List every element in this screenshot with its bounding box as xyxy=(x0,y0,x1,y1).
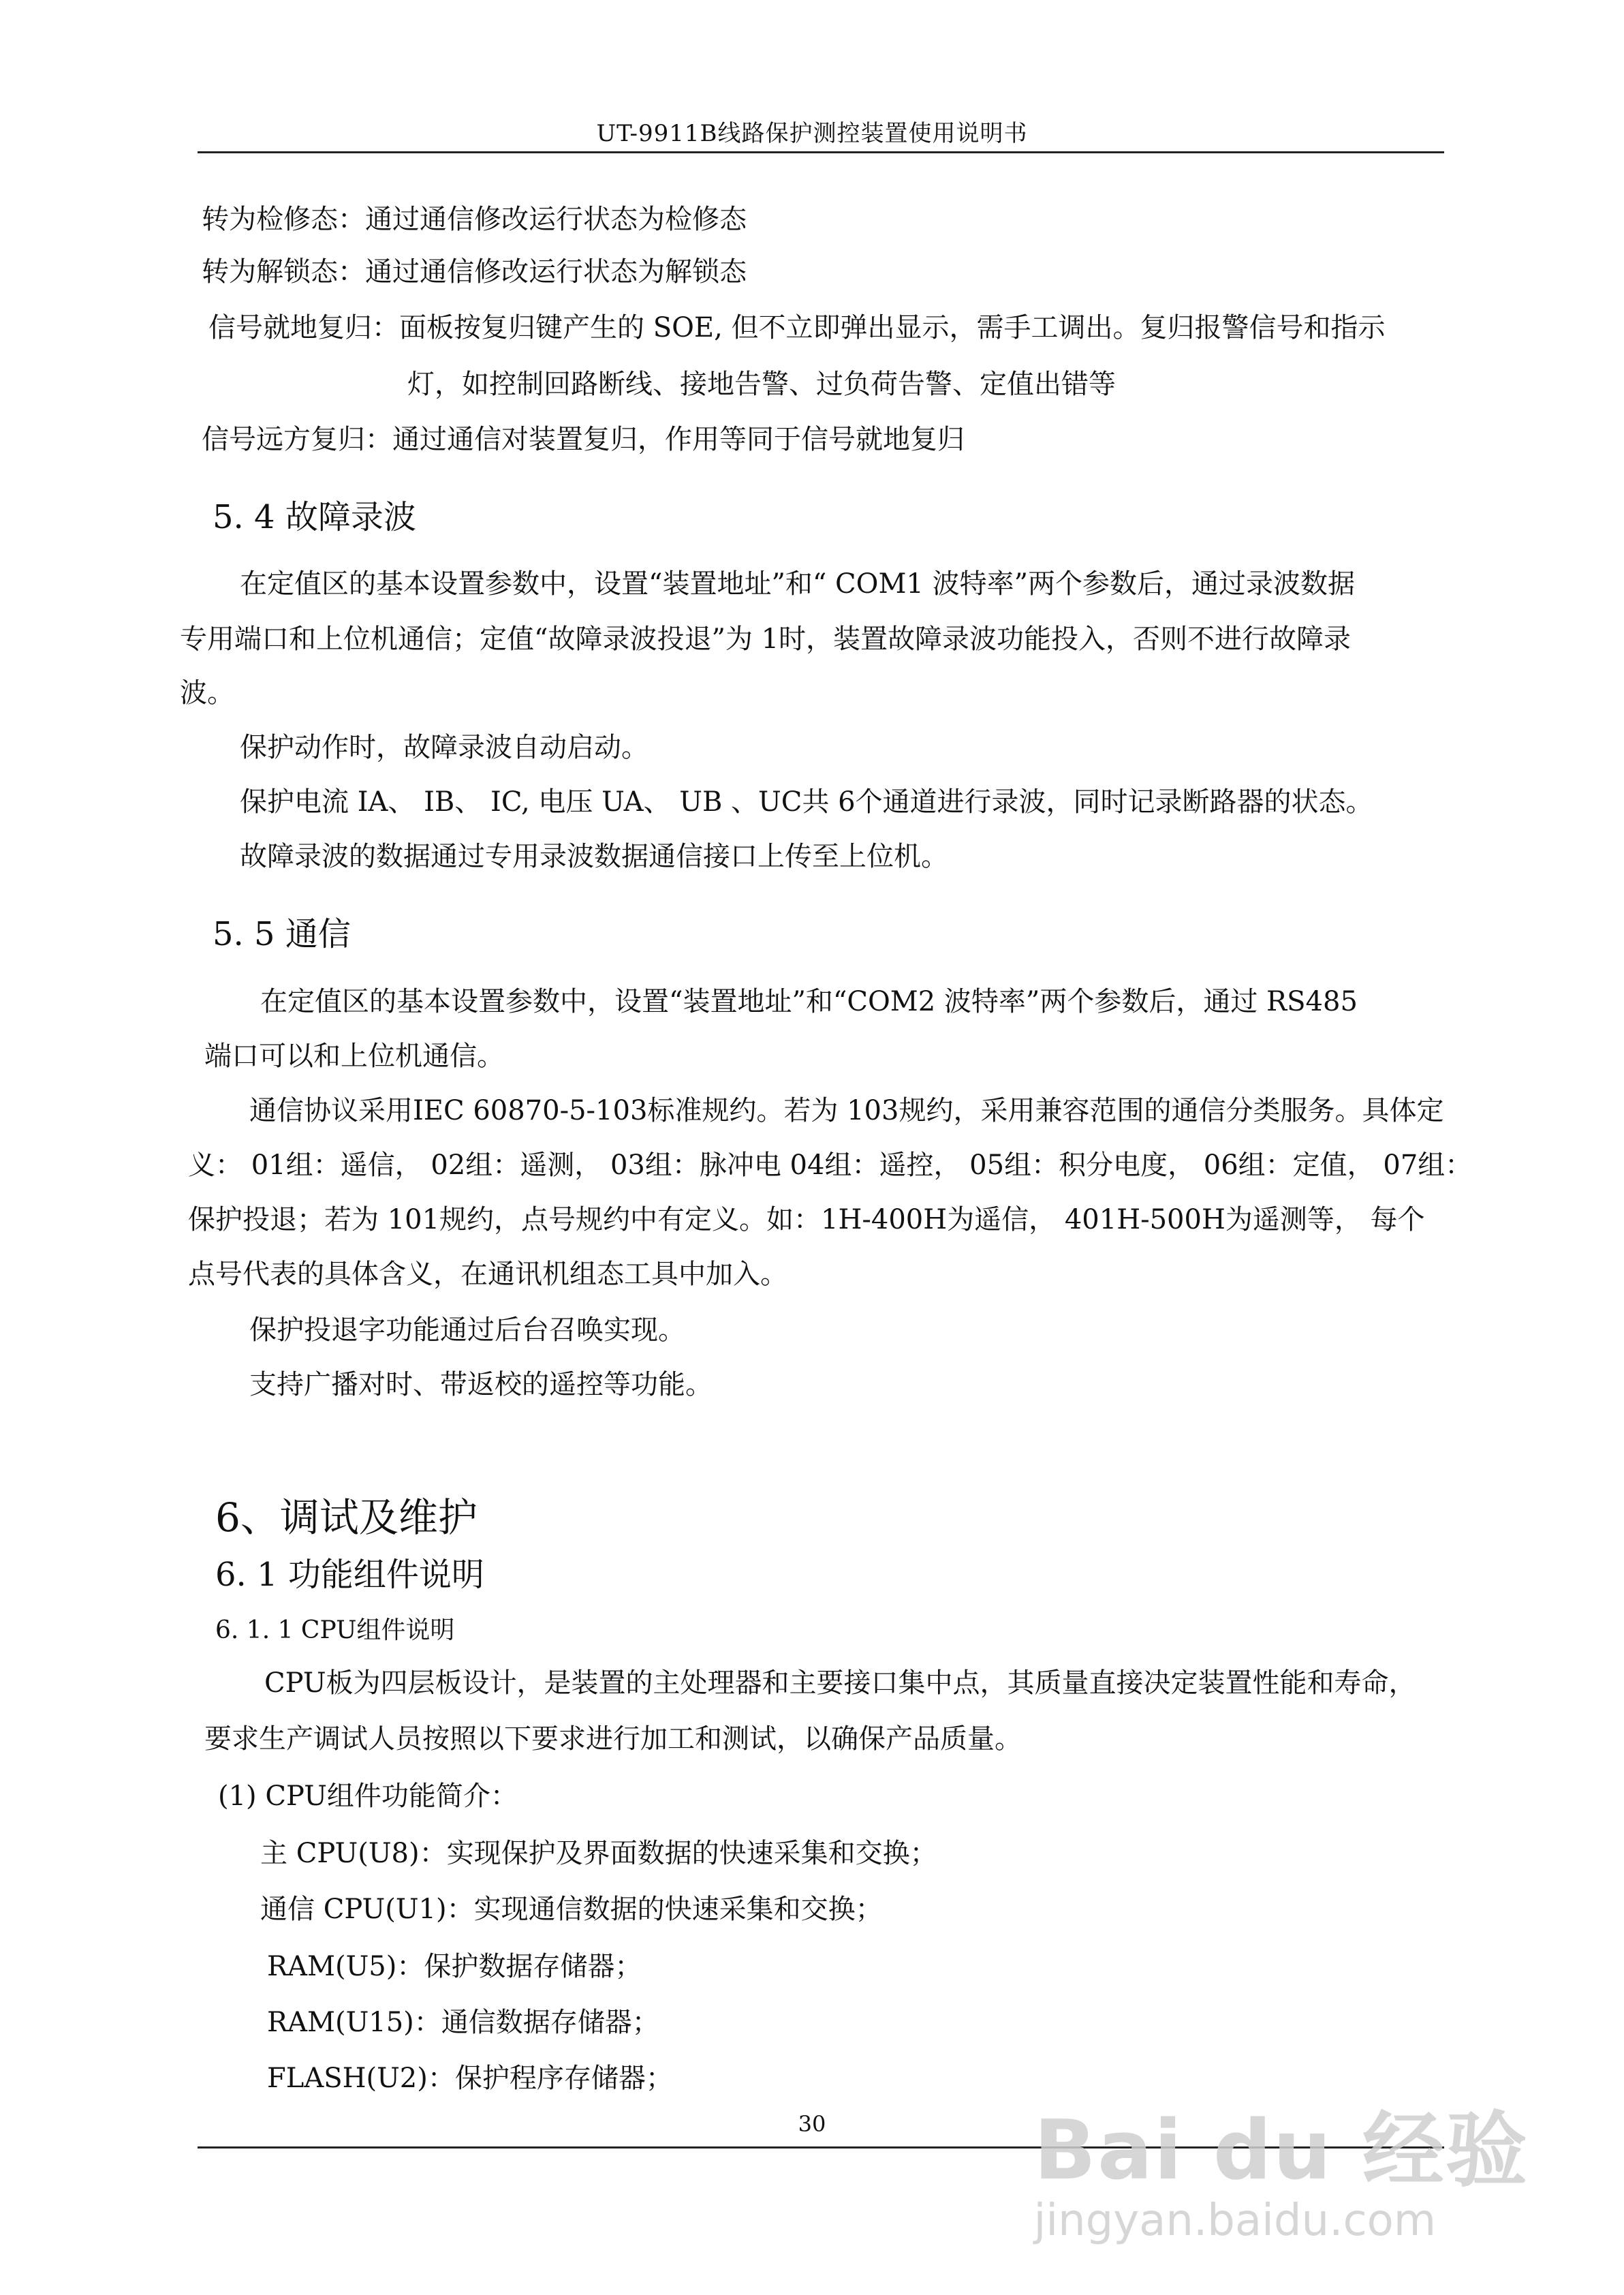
para-ram-u5: RAM(U5)：保护数据存储器； xyxy=(267,1951,642,1982)
baidu-jingyan-watermark xyxy=(1034,2085,1529,2246)
para-fault-record-1a: 在定值区的基本设置参数中，设置“装置地址”和“ COM1 波特率”两个参数后，通过录波数据 xyxy=(240,568,1356,600)
watermark-logo: Bai du 经验 xyxy=(1033,2104,1529,2198)
para-cpu-1b: 要求生产调试人员按照以下要求进行加工和测试，以确保产品质量。 xyxy=(204,1723,1022,1755)
para-cpu-1a: CPU板为四层板设计，是装置的主处理器和主要接口集中点，其质量直接决定装置性能和寿命， xyxy=(264,1667,1416,1699)
para-comm-2b: 义： 01组：遥信， 02组：遥测， 03组：脉冲电 04组：遥控， 05组：积分电度， 06组：定值， 07组： xyxy=(188,1150,1473,1181)
para-fault-record-3: 保护电流 IA、 IB、 IC, 电压 UA、 UB 、UC共 6个通道进行录波，同时记录断路器的状态。 xyxy=(240,786,1373,818)
section-5-4-heading: 5. 4 故障录波 xyxy=(213,498,416,536)
para-fault-record-4: 故障录波的数据通过专用录波数据通信接口上传至上位机。 xyxy=(240,841,948,872)
para-comm-2c: 保护投退；若为 101规约，点号规约中有定义。如：1H-400H为遥信， 401H-500H为遥测等， 每个 xyxy=(188,1204,1425,1235)
document-header-title: UT-9911B线路保护测控装置使用说明书 xyxy=(596,120,1028,147)
section-6-1-heading: 6. 1 功能组件说明 xyxy=(215,1556,484,1594)
para-flash-u2: FLASH(U2)：保护程序存储器； xyxy=(267,2063,673,2094)
para-comm-3: 保护投退字功能通过后台召唤实现。 xyxy=(249,1314,685,1346)
para-cpu-comm: 通信 CPU(U1)：实现通信数据的快速采集和交换； xyxy=(260,1894,883,1925)
section-5-5-heading: 5. 5 通信 xyxy=(213,915,351,953)
para-cpu-list-title: (1) CPU组件功能简介： xyxy=(218,1781,518,1812)
page-number: 30 xyxy=(798,2111,826,2137)
line-remote-reset: 信号远方复归：通过通信对装置复归，作用等同于信号就地复归 xyxy=(202,424,965,455)
section-6-1-1-heading: 6. 1. 1 CPU组件说明 xyxy=(215,1616,455,1644)
line-unlock-mode: 转为解锁态：通过通信修改运行状态为解锁态 xyxy=(202,256,747,288)
para-fault-record-1c: 波。 xyxy=(180,677,234,709)
watermark-url: jingyan.baidu.com xyxy=(1033,2196,1437,2246)
section-6-heading: 6、调试及维护 xyxy=(215,1494,478,1541)
line-local-reset: 信号就地复归：面板按复归键产生的 SOE, 但不立即弹出显示，需手工调出。复归报警信号和指示 xyxy=(208,312,1386,343)
para-fault-record-2: 保护动作时，故障录波自动启动。 xyxy=(240,732,649,763)
para-comm-2d: 点号代表的具体含义，在通讯机组态工具中加入。 xyxy=(188,1259,787,1290)
line-maintenance-mode: 转为检修态：通过通信修改运行状态为检修态 xyxy=(202,204,747,235)
para-ram-u15: RAM(U15)：通信数据存储器； xyxy=(267,2007,659,2038)
para-comm-1a: 在定值区的基本设置参数中，设置“装置地址”和“COM2 波特率”两个参数后，通过 RS485 xyxy=(260,986,1358,1017)
para-comm-4: 支持广播对时、带返校的遥控等功能。 xyxy=(249,1369,713,1400)
para-comm-2a: 通信协议采用IEC 60870-5-103标准规约。若为 103规约，采用兼容范围的通信分类服务。具体定 xyxy=(249,1095,1444,1126)
para-fault-record-1b: 专用端口和上位机通信；定值“故障录波投退”为 1时，装置故障录波功能投入，否则不进行故障录 xyxy=(180,623,1352,655)
para-cpu-main: 主 CPU(U8)：实现保护及界面数据的快速采集和交换； xyxy=(260,1838,937,1869)
header-rule xyxy=(198,151,1444,153)
line-local-reset-cont: 灯，如控制回路断线、接地告警、过负荷告警、定值出错等 xyxy=(407,369,1116,400)
para-comm-1b: 端口可以和上位机通信。 xyxy=(204,1041,504,1072)
